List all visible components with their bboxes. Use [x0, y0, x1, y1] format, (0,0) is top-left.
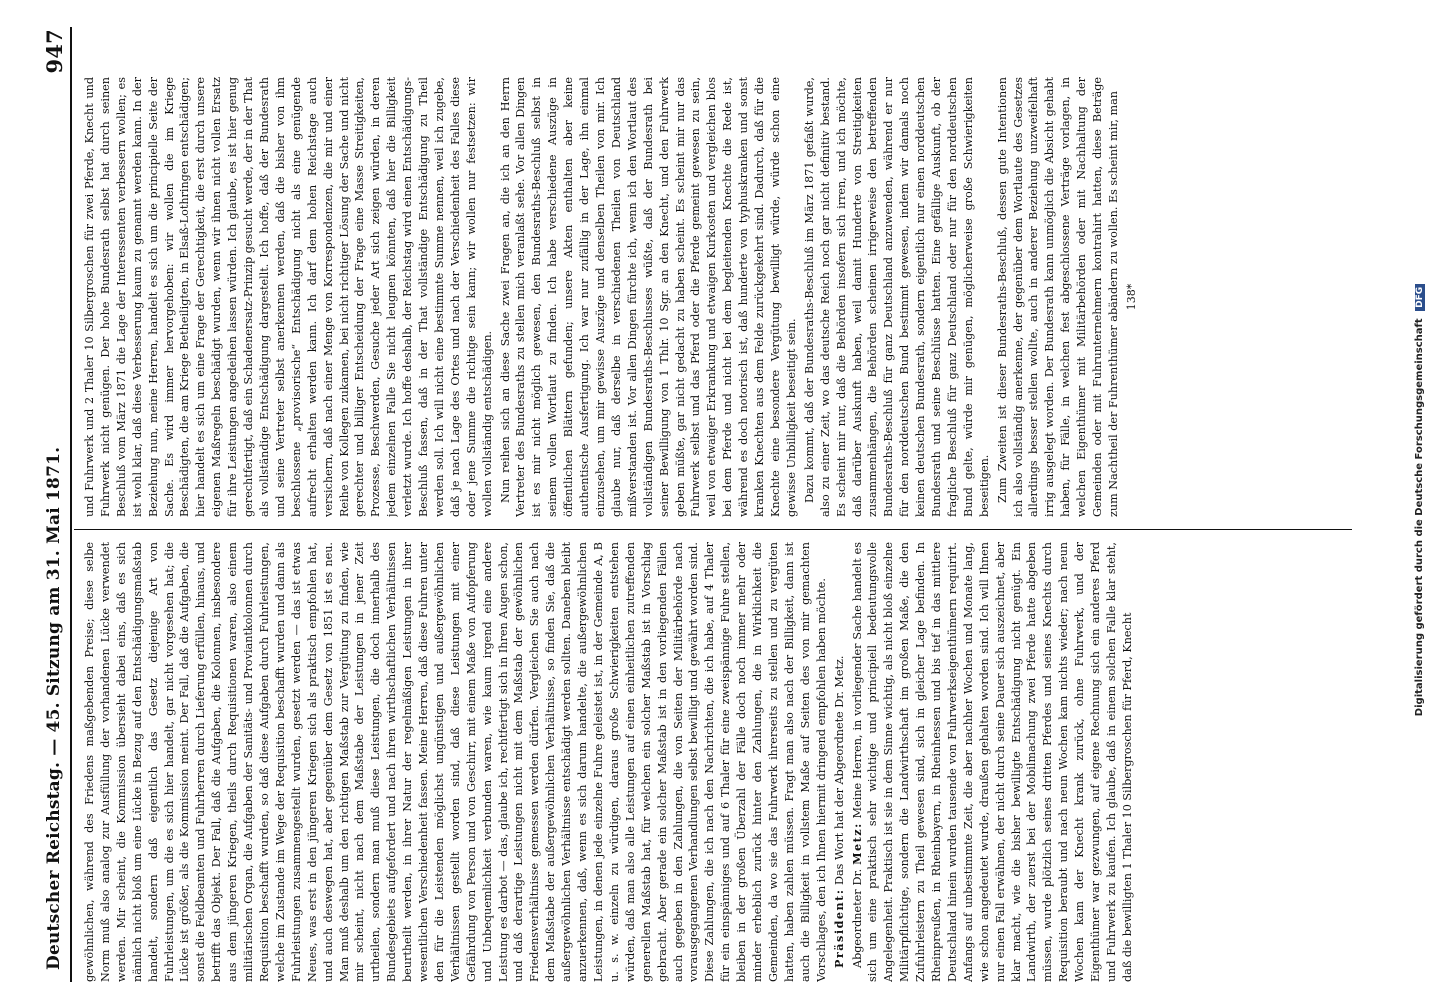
paragraph: Zum Zweiten ist dieser Bundesraths-Beschluß, dessen gute Intentionen ich also vollständig anerkenne, der gegenüber dem Wortlaute des Gesetzes allerdings besser stellen wollte, auch in anderer Beziehung unzweifelhaft irrig ausgelegt worden. Der Bundesrath kann unmöglich die Absicht gehabt haben, für Fälle, in welchen fest abgeschlossene Verträge vorlagen, in welchen Eigenthümer mit Militärbehörden oder mit Nachhaltung der Gemeinden oder mit Fuhrunternehmern kontrahirt hatten, diese Beträge zum Nachtheil der Fuhrenthümer abändern zu wollen. Es scheint mir, man — [995, 77, 1120, 517]
dfg-logo: DFG — [1415, 284, 1425, 311]
paragraph: gewöhnlichen, während des Friedens maßgebenden Preise; diese selbe Norm muß also analog zur Ausfüllung der vorhandenen Lücke verwendet werden. Mir scheint, die Kommission übersieht dabei eins, daß es sich nämlich nicht bloß um eine Lücke in Bezug auf den Entschädigungsmaßstab handelt, sondern daß eigentlich das Gesetz diejenige Art von Fuhrleistungen, um die es sich hier handelt, gar nicht vorgesehen hat; die Lücke ist größer, als die Kommission meint. Der Fall, daß die Aufgaben, die sonst die Feldbeamten und Fuhrherren durch Lieferung erfüllen, hinaus, und betrifft das Objekt. Der Fall, daß die Aufgaben, die Kolonnen, insbesondere aus dem jüngeren Kriegen, theils durch Requisitionen waren, also einem militärischen Organ, die Aufgaben der Sanitäts- und Proviantkolonnen durch Requisition beschafft wurden, so daß diese Aufgaben durch Fuhrleistungen, welche im Zustande im Wege der Requisition beschafft wurden und dann als Fuhrleistungen zusammengestellt wurden, gesetzt werden — das ist etwas Neues, was erst in den jüngeren Kriegen sich als praktisch empfohlen hat, und auch deswegen hat, aber gegenüber dem Gesetz von 1851 ist es neu. Man muß deshalb um den richtigen Maßstab zur Vergütung zu finden, wie mir scheint, nicht nach dem Maßstabe der Leistungen in jener Zeit urtheilen, sondern man muß diese Leistungen, die doch innerhalb des Bundesgebiets aufgefordert und nach ihren wirthschaftlichen Verhältnissen beurtheilt werden, in ihrer Natur der regelmäßigen Leistungen in ihrer wesentlichen Verschiedenheit fassen. Meine Herren, daß diese Fuhren unter den für die Leistenden möglichst ungünstigen und außergewöhnlichen Verhältnissen gestellt worden sind, daß diese Leistungen mit einer Gefährdung von Person und von Geschirr, mit einem Maße von Aufopferung und Unbequemlichkeit verbunden waren, wie kaum irgend eine andere Leistung es darbot — das, glaube ich, rechtfertigt sich in Ihren Augen schon, und daß derartige Leistungen nicht mit dem Maßstab der gewöhnlichen Friedensverhältnisse gemessen werden dürfen. Vergleichen Sie auch nach dem Maßstabe der außergewöhnlichen Verhältnisse, so finden Sie, daß die außergewöhnlichen Verhältnisse entschädigt werden sollten. Daneben bleibt anzuerkennen, daß, wenn es sich darum handelte, die außergewöhnlichen Leistungen, in denen jede einzelne Fuhre geleistet ist, in der Gemeinde A, B u. s. w. einzeln zu würdigen, daraus große Schwierigkeiten entstehen würden, daß man also alle Leistungen auf einen einheitlichen zutreffenden generellen Maßstab hat, für welchen ein solcher Maßstab ist in Vorschlag gebracht. Aber gerade ein solcher Maßstab ist in den vorliegenden Fällen auch gegeben in den Zahlungen, die von Seiten der Militärbehörde nach vorausgegangenen Verhandlungen selbst bewilligt und gewährt worden sind. Diese Zahlungen, die ich nach den Nachrichten, die ich habe, auf 4 Thaler für ein einspänniges und auf 6 Thaler für eine zweispännige Fuhre stellen, bleiben in der großen Überzahl der Fälle doch noch immer mehr oder minder erheblich zurück hinter den Zahlungen, die in Wirklichkeit die Gemeinden, da wo sie das Fuhrwerk ihrerseits zu stellen und zu vergüten hatten, haben zahlen müssen. Fragt man also nach der Billigkeit, dann ist auch die Billigkeit in vollstem Maße auf Seiten des von mir gemachten Vorschlages, den ich Ihnen hiermit dringend empfohlen haben möchte. — [83, 542, 828, 982]
speaker-label: Präsident: — [831, 888, 846, 968]
speaker-name: Metz: — [849, 822, 864, 865]
digitization-note — [1408, 0, 1432, 1000]
signature-mark: 138* — [1124, 283, 1138, 311]
speech-paragraph — [850, 542, 1136, 982]
paragraph: Dazu kommt, daß der Bundesraths-Beschluß im März 1871 gefaßt wurde, also zu einer Zeit, wo das deutsche Reich noch gar nicht definitiv bestand. Es scheint mir nur, daß die Behörden insofern sich irren, und ich möchte, daß darüber Auskunft haben, weil damit Hunderte von Streitigkeiten zusammenhängen, die Behörden scheinen irrigerweise den betreffenden Bundesraths-Beschluß für ganz Deutschland anzuwenden, während er nur für den norddeutschen Bund bestimmt gewesen, indem wir damals noch keinen deutschen Bundesrath, sondern eigentlich nur einen norddeutschen Bundesrath und seine Beschlüsse hatten. Eine gefällige Auskunft, ob der fragliche Beschluß für ganz Deutschland oder nur für den norddeutschen Bund gelte, würde mir genügen, möglicherweise große Schwierigkeiten beseitigen. — [802, 77, 991, 517]
header-rule — [70, 27, 72, 982]
president-paragraph — [832, 542, 848, 982]
paragraph: Nun reihen sich an diese Sache zwei Fragen an, die ich an den Herrn Vertreter des Bundesraths zu stellen mich veranlaßt sehe. Vor allen Dingen ist es mir nicht möglich gewesen, den Bundesraths-Beschluß selbst in seinem vollen Wortlaut zu finden. Ich habe verschiedene Auszüge in öffentlichen Blättern gefunden; unsere Akten enthalten aber keine authentische Ausfertigung. Ich war nur zufällig in der Lage, ihn einmal einzusehen, um mir gewisse Auszüge und denselben Theilen von mir. Ich glaube nur, daß derselbe in verschiedenen Theilen von Deutschland mißverstanden ist. Vor allen Dingen fürchte ich, wenn ich den Wortlaut des vollständigen Bundesraths-Beschlusses wüßte, daß der Bundesrath bei seiner Bewilligung von 1 Thlr. 10 Sgr. an den Knecht, und den Fuhrwerk geben müßte, gar nicht gedacht zu haben scheint. Es scheint mir nur das Fuhrwerk selbst und das Pferd oder die Pferde gemeint gewesen zu sein, weil von etwaiger Erkrankung und etwaigen Kurkosten und vergleichen blos bei dem Pferde und nicht bei dem begleitenden Knechte die Rede ist, während es doch notorisch ist, daß hunderte von typhuskranken und sonst kranken Knechten aus dem Felde zurückgekehrt sind. Dadurch, daß für die Knechte eine besondere Vergütung bewilligt würde, würde schon eine gewisse Unbilligkeit beseitigt sein. — [498, 77, 798, 517]
left-column — [82, 542, 1352, 982]
running-title: Deutscher Reichstag. — 45. Sitzung am 31. Mai 1871. — [44, 446, 64, 970]
page-header — [40, 27, 70, 982]
speaker-intro: Abgeordneter Dr. — [850, 868, 864, 968]
paragraph-text: Das Wort hat der Abgeordnete Dr. Metz. — [832, 655, 846, 885]
column-divider — [74, 529, 1352, 530]
digitization-text-wrap — [1414, 50, 1425, 950]
paragraph-text: Meine Herren, in vorliegender Sache handelt es sich um eine praktisch sehr wichtige und principiell bedeutungsvolle Angelegenheit. Praktisch ist sie in dem Sinne wichtig, als nicht bloß einzelne Militärpflichtige, sondern die Landwirthschaft im großen Maße, die den Zufuhrleistern zu Theil gewesen sind, sich in gleicher Lage befinden. In Rheinpreußen, in Rheinbayern, in Rheinhessen und bis tief in das mittlere Deutschland hinein wurden tausende von Fuhrwerkseigenthümern requirirt. Anfangs auf unbestimmte Zeit, die aber nachher Wochen und Monate lang, wie schon angedeutet wurde, draußen gehalten worden sind. Ich will Ihnen nur einen Fall erwähnen, der nicht durch seine Dauer sich auszeichnet, aber klar macht, wie die bisher bewilligte Entschädigung nicht genügt. Ein Landwirth, der zuerst bei der Mobilmachung zwei Pferde hatte abgeben müssen, wurde plötzlich seines dritten Pferdes und seines Knechts durch Requisition beraubt und nach neun Wochen kam nichts wieder; nach neun Wochen kam der Knecht krank zurück, ohne Fuhrwerk, und der Eigenthümer war gezwungen, auf eigene Rechnung sich ein anderes Pferd und Fuhrwerk zu kaufen. Ich glaube, daß in einem solchen Falle klar steht, daß die bewilligten 1 Thaler 10 Silbergroschen für Pferd, Knecht — [850, 542, 1134, 982]
paragraph: und Fuhrwerk und 2 Thaler 10 Silbergroschen für zwei Pferde, Knecht und Fuhrwerk nicht genügen. Der hohe Bundesrath selbst hat durch seinen Beschluß vom März 1871 die Lage der Interessenten verbessern wollen; es ist wohl klar, daß diese Verbesserung kaum zu genannt werden kann. In der Beziehung nun, meine Herren, handelt es sich um die principielle Seite der Sache. Es wird immer hervorgehoben: wir wollen die im Kriege Beschädigten, die am Kriege Betheiligten, in Elsaß-Lothringen entschädigen; hier handelt es sich um eine Frage der Gerechtigkeit, die erst durch unsere eigenen Maßregeln beschädigt wurden, wenn wir ihnen nicht vollen Ersatz für ihre Leistungen angedeihen lassen würden. Ich glaube, es ist hier genug gerechtfertigt, daß ein Schadenersatz-Prinzip gesucht werde, der in der That als vollständige Entschädigung dargestellt. Ich hoffe, daß der Bundesrath und seine Vertreter selbst anerkennen werden, daß die bisher von ihm beschlossene „provisorische“ Entschädigung nicht als eine genügende aufrecht erhalten werden kann. Ich darf dem hohen Reichstage auch versichern, daß nach einer Menge von Korrespondenzen, die mir und einer Reihe von Kollegen zukamen, bei nicht richtiger Lösung der Sache und nicht gerechter und billiger Entscheidung der Frage eine Masse Streitigkeiten, Prozesse, Beschwerden, Gesuche jeder Art sich zeigen würden, in deren jedem einzelnen Falle Sie nicht leugnen könnten, daß hier die Billigkeit verletzt wurde. Ich hoffe deshalb, der Reichstag wird einen Entschädigungs-Beschluß fassen, daß in der That vollständige Entschädigung zu Theil werden soll. Ich will nicht eine bestimmte Summe nennen, weil ich zugebe, daß je nach Lage des Ortes und nach der Verschiedenheit des Falles diese oder jene Summe die richtige sein kann; wir wollen nur festsetzen: wir wollen vollständig entschädigen. — [83, 77, 494, 517]
page-content — [40, 27, 1360, 982]
right-column — [82, 77, 1352, 517]
digitization-text: Digitalisierung gefördert durch die Deutsche Forschungsgemeinschaft — [1414, 318, 1425, 717]
page-number: 947 — [42, 29, 67, 74]
